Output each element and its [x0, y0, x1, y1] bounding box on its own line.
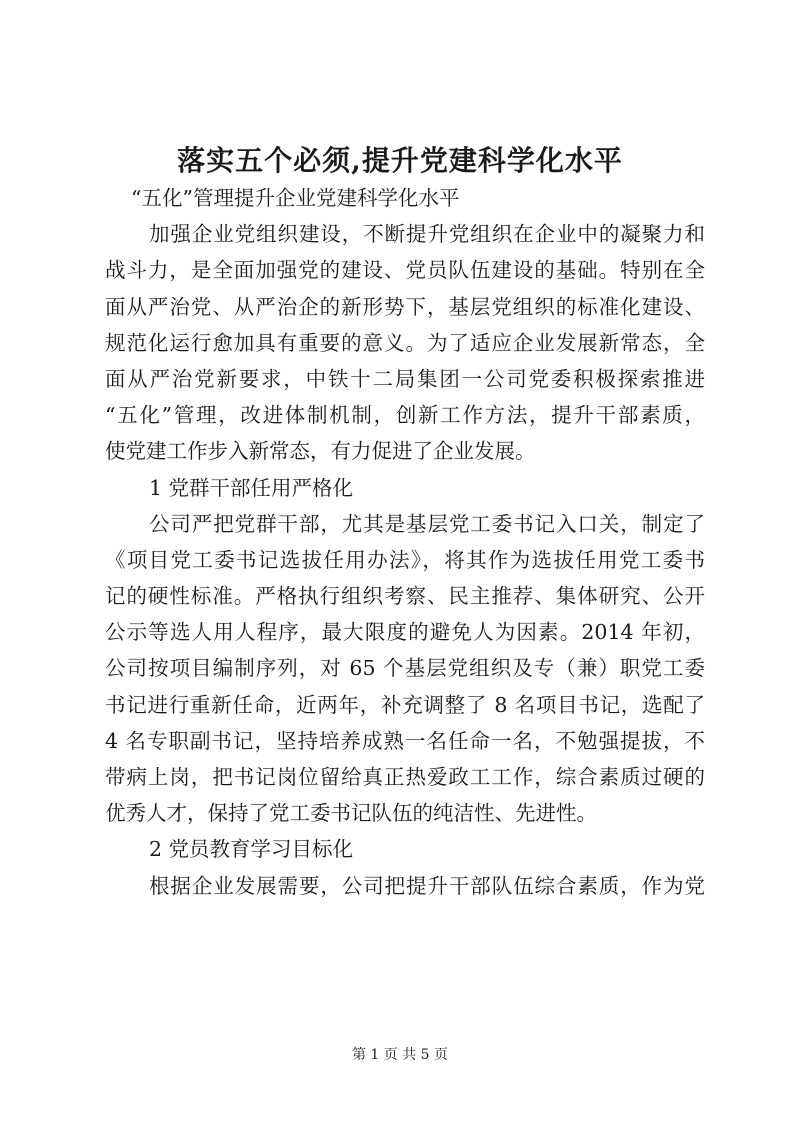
paragraph-line: 公司按项目编制序列，对 65 个基层党组织及专（兼）职党工委	[105, 656, 705, 681]
paragraph-line: 公司严把党群干部，尤其是基层党工委书记入口关，制定了	[149, 511, 705, 536]
document-subtitle: “五化”管理提升企业党建科学化水平	[131, 186, 460, 210]
document-body	[105, 180, 705, 904]
page-footer: 第 1 页 共 5 页	[351, 1047, 449, 1063]
paragraph-line: 面从严治党新要求，中铁十二局集团一公司党委积极探索推进	[105, 366, 705, 391]
paragraph-line: 面从严治党、从严治企的新形势下，基层党组织的标准化建设、	[105, 294, 705, 319]
paragraph-line: “五化”管理，改进体制机制，创新工作方法，提升干部素质，	[105, 403, 705, 428]
paragraph-line: 公示等选人用人程序，最大限度的避免人为因素。2014 年初，	[105, 620, 705, 645]
paragraph-line: 书记进行重新任命，近两年，补充调整了 8 名项目书记，选配了	[105, 692, 705, 717]
section-heading: 1 党群干部任用严格化	[149, 475, 354, 500]
paragraph-line: 战斗力，是全面加强党的建设、党员队伍建设的基础。特别在全	[105, 258, 705, 283]
paragraph-line: 优秀人才，保持了党工委书记队伍的纯洁性、先进性。	[105, 801, 597, 826]
section-heading: 2 党员教育学习目标化	[149, 837, 354, 862]
paragraph-line: 记的硬性标准。严格执行组织考察、民主推荐、集体研究、公开	[105, 584, 705, 609]
paragraph-line: 4 名专职副书记，坚持培养成熟一名任命一名，不勉强提拔，不	[105, 728, 705, 753]
paragraph-line: 带病上岗，把书记岗位留给真正热爱政工工作，综合素质过硬的	[105, 765, 705, 789]
paragraph-line: 根据企业发展需要，公司把提升干部队伍综合素质，作为党	[149, 873, 705, 898]
paragraph-line: 使党建工作步入新常态，有力促进了企业发展。	[105, 439, 536, 464]
paragraph-line: 加强企业党组织建设，不断提升党组织在企业中的凝聚力和	[149, 222, 705, 247]
document-title: 落实五个必须,提升党建科学化水平	[177, 144, 623, 177]
paragraph-line: 《项目党工委书记选拔任用办法》，将其作为选拔任用党工委书	[105, 547, 705, 572]
paragraph-line: 规范化运行愈加具有重要的意义。为了适应企业发展新常态，全	[105, 330, 705, 355]
